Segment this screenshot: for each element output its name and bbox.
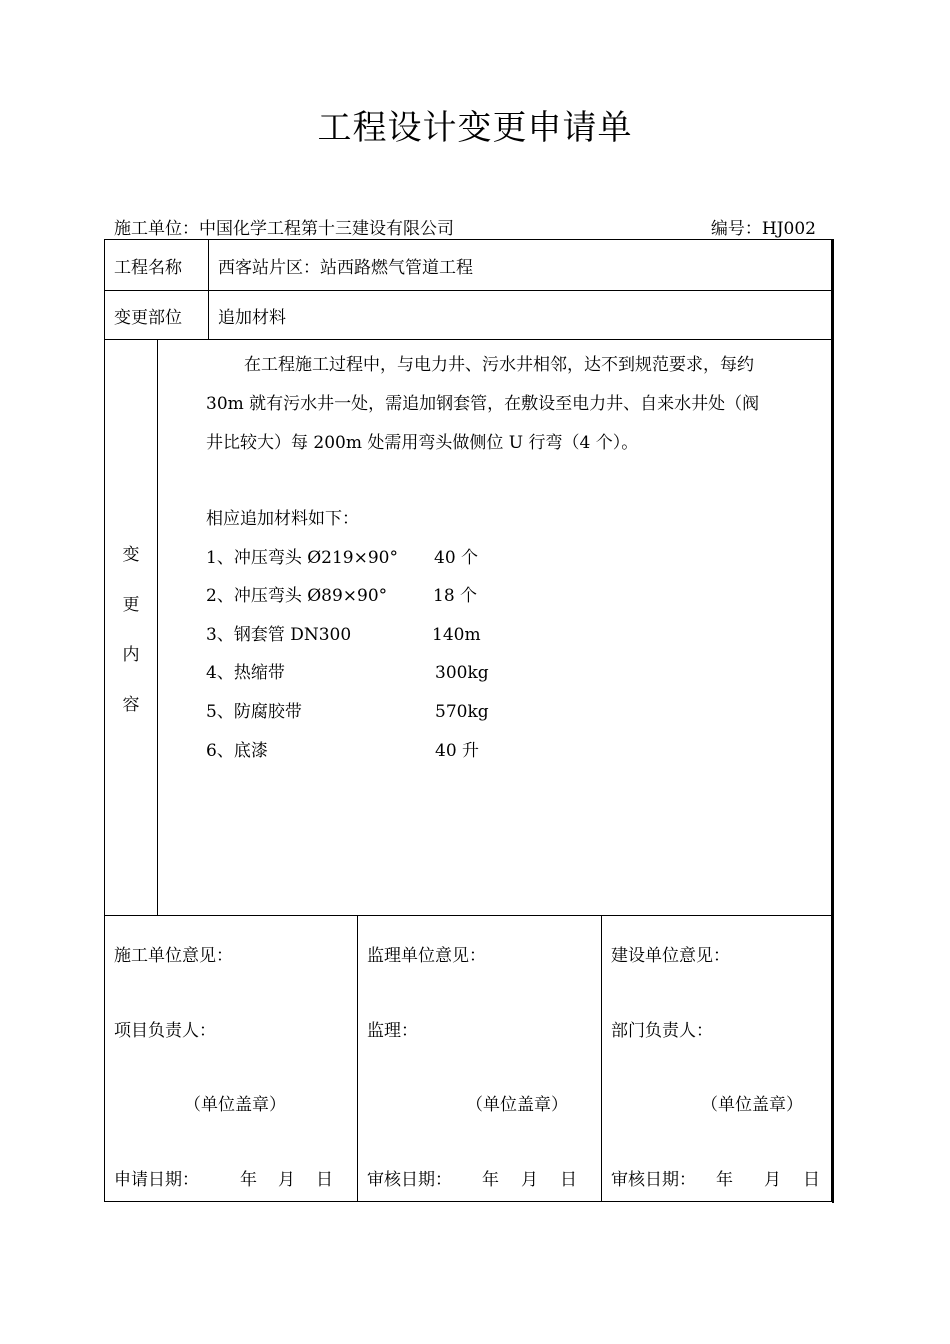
supervision-opinion-title: 监理单位意见： bbox=[367, 946, 486, 966]
description-line: 30m 就有污水井一处，需追加钢套管，在敷设至电力井、自来水井处（阀 bbox=[206, 394, 760, 414]
material-row bbox=[206, 577, 478, 616]
construction-date-day: 日 bbox=[316, 1170, 333, 1190]
materials-intro: 相应追加材料如下： bbox=[206, 509, 359, 529]
description-line: 井比较大）每 200m 处需用弯头做侧位 U 行弯（4 个）。 bbox=[206, 433, 639, 453]
owner-person-label: 部门负责人： bbox=[611, 1021, 713, 1041]
materials-list bbox=[206, 500, 489, 770]
supervision-date-year: 年 bbox=[482, 1170, 499, 1190]
material-row bbox=[206, 616, 481, 655]
material-item: 3、钢套管 DN300 bbox=[206, 624, 352, 645]
owner-date-label: 审核日期： bbox=[611, 1170, 696, 1190]
owner-date-month: 月 bbox=[764, 1170, 781, 1190]
material-row bbox=[206, 732, 480, 771]
supervision-date-month: 月 bbox=[521, 1170, 538, 1190]
supervision-person-label: 监理： bbox=[367, 1021, 418, 1041]
supervision-date-day: 日 bbox=[560, 1170, 577, 1190]
row-divider-2 bbox=[104, 339, 832, 340]
material-item: 2、冲压弯头 Ø89×90° bbox=[206, 586, 388, 607]
material-item: 1、冲压弯头 Ø219×90° bbox=[206, 547, 398, 568]
opinion-divider-2 bbox=[601, 915, 602, 1202]
project-name-label: 工程名称 bbox=[114, 258, 182, 278]
material-qty: 40 个 bbox=[434, 547, 479, 568]
owner-seal: （单位盖章） bbox=[701, 1095, 803, 1115]
material-row bbox=[206, 654, 489, 693]
header-row bbox=[114, 214, 816, 238]
change-location-label: 变更部位 bbox=[114, 308, 182, 328]
material-row bbox=[206, 693, 489, 732]
material-qty: 18 个 bbox=[433, 586, 478, 607]
supervision-seal: （单位盖章） bbox=[466, 1095, 568, 1115]
serial-number: 编号：HJ002 bbox=[710, 219, 816, 239]
construction-unit: 施工单位：中国化学工程第十三建设有限公司 bbox=[114, 219, 454, 239]
change-description bbox=[206, 346, 828, 463]
material-item: 4、热缩带 bbox=[206, 663, 285, 684]
label-column-divider bbox=[208, 239, 209, 339]
table-right-border bbox=[832, 239, 834, 1203]
material-qty: 300kg bbox=[435, 663, 489, 684]
owner-date-day: 日 bbox=[803, 1170, 820, 1190]
supervision-date-label: 审核日期： bbox=[367, 1170, 452, 1190]
material-item: 6、底漆 bbox=[206, 740, 268, 761]
row-divider-3 bbox=[104, 915, 832, 916]
owner-opinion-title: 建设单位意见： bbox=[611, 946, 730, 966]
material-qty: 140m bbox=[432, 624, 481, 645]
opinion-divider-1 bbox=[357, 915, 358, 1202]
change-content-label-char: 变 bbox=[122, 545, 140, 565]
row-divider-1 bbox=[104, 290, 832, 291]
project-name-value: 西客站片区：站西路燃气管道工程 bbox=[218, 258, 473, 278]
construction-date-month: 月 bbox=[278, 1170, 295, 1190]
owner-date-year: 年 bbox=[716, 1170, 733, 1190]
construction-seal: （单位盖章） bbox=[184, 1095, 286, 1115]
page-title: 工程设计变更申请单 bbox=[317, 108, 633, 148]
material-item: 5、防腐胶带 bbox=[206, 701, 302, 722]
material-row bbox=[206, 539, 479, 578]
change-content-label-char: 更 bbox=[122, 595, 140, 615]
construction-date-year: 年 bbox=[240, 1170, 257, 1190]
change-location-value: 追加材料 bbox=[218, 308, 286, 328]
construction-person-label: 项目负责人： bbox=[114, 1021, 216, 1041]
construction-opinion-title: 施工单位意见： bbox=[114, 946, 233, 966]
material-qty: 570kg bbox=[435, 701, 489, 722]
material-qty: 40 升 bbox=[435, 740, 480, 761]
description-line: 在工程施工过程中，与电力井、污水井相邻，达不到规范要求，每约 bbox=[244, 355, 754, 375]
content-label-divider bbox=[157, 339, 158, 915]
change-content-label-char: 容 bbox=[122, 695, 140, 715]
construction-date-label: 申请日期： bbox=[114, 1170, 199, 1190]
change-content-label-char: 内 bbox=[122, 645, 140, 665]
